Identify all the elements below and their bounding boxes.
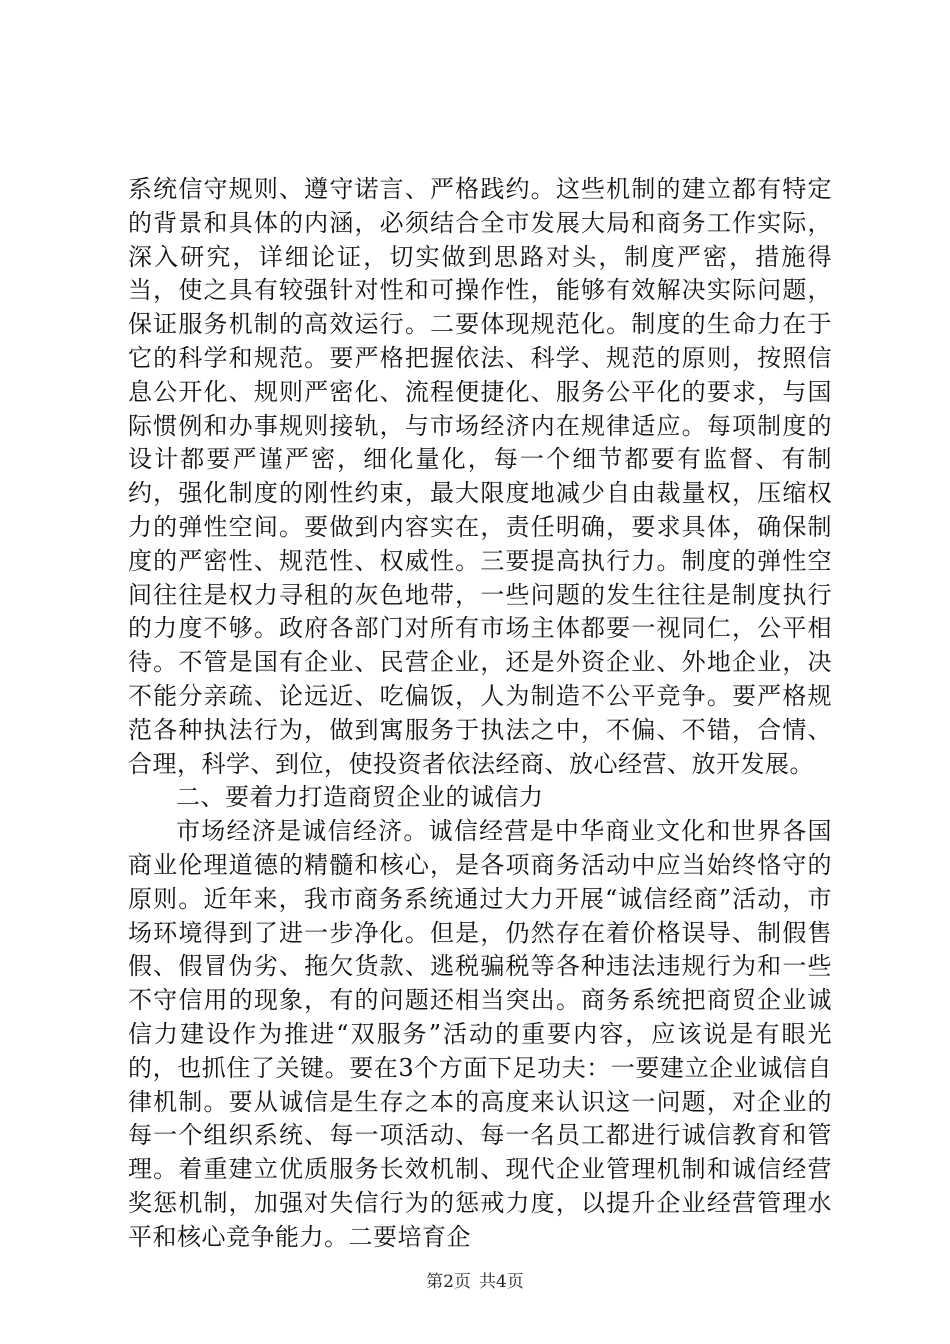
page-number: 第2页: [426, 1272, 471, 1292]
document-body: [128, 173, 832, 1255]
section-heading: 二、要着力打造商贸企业的诚信力: [176, 783, 544, 812]
paragraph-continued: 系统信守规则、遵守诺言、严格践约。这些机制的建立都有特定的背景和具体的内涵，必须结合全市发展大局和商务工作实际，深入研究，详细论证，切实做到思路对头，制度严密，措施得当，使之具有较强针对性和可操作性，能够有效解决实际问题，保证服务机制的高效运行。二要体现规范化。制度的生命力在于它的科学和规范。要严格把握依法、科学、规范的原则，按照信息公开化、规则严密化、流程便捷化、服务公平化的要求，与国际惯例和办事规则接轨，与市场经济内在规律适应。每项制度的设计都要严谨严密，细化量化，每一个细节都要有监督、有制约，强化制度的刚性约束，最大限度地减少自由裁量权，压缩权力的弹性空间。要做到内容实在，责任明确，要求具体，确保制度的严密性、规范性、权威性。三要提高执行力。制度的弹性空间往往是权力寻租的灰色地带，一些问题的发生往往是制度执行的力度不够。政府各部门对所有市场主体都要一视同仁，公平相待。不管是国有企业、民营企业，还是外资企业、外地企业，决不能分亲疏、论远近、吃偏饭，人为制造不公平竞争。要严格规范各种执法行为，做到寓服务于执法之中，不偏、不错，合情、合理，科学、到位，使投资者依法经商、放心经营、放开发展。: [128, 175, 832, 778]
page-footer: [0, 1271, 950, 1293]
paragraph: 市场经济是诚信经济。诚信经营是中华商业文化和世界各国商业伦理道德的精髓和核心，是各项商务活动中应当始终恪守的原则。近年来，我市商务系统通过大力开展“诚信经商”活动，市场环境得到了进一步净化。但是，仍然存在着价格误导、制假售假、假冒伪劣、拖欠货款、逃税骗税等各种违法违规行为和一些不守信用的现象，有的问题还相当突出。商务系统把商贸企业诚信力建设作为推进“双服务”活动的重要内容，应该说是有眼光的，也抓住了关键。要在3个方面下足功夫：一要建立企业诚信自律机制。要从诚信是生存之本的高度来认识这一问题，对企业的每一个组织系统、每一项活动、每一名员工都进行诚信教育和管理。着重建立优质服务长效机制、现代企业管理机制和诚信经营奖惩机制，加强对失信行为的惩戒力度，以提升企业经营管理水平和核心竞争能力。二要培育企: [128, 817, 832, 1251]
page-total: 共4页: [479, 1272, 524, 1292]
